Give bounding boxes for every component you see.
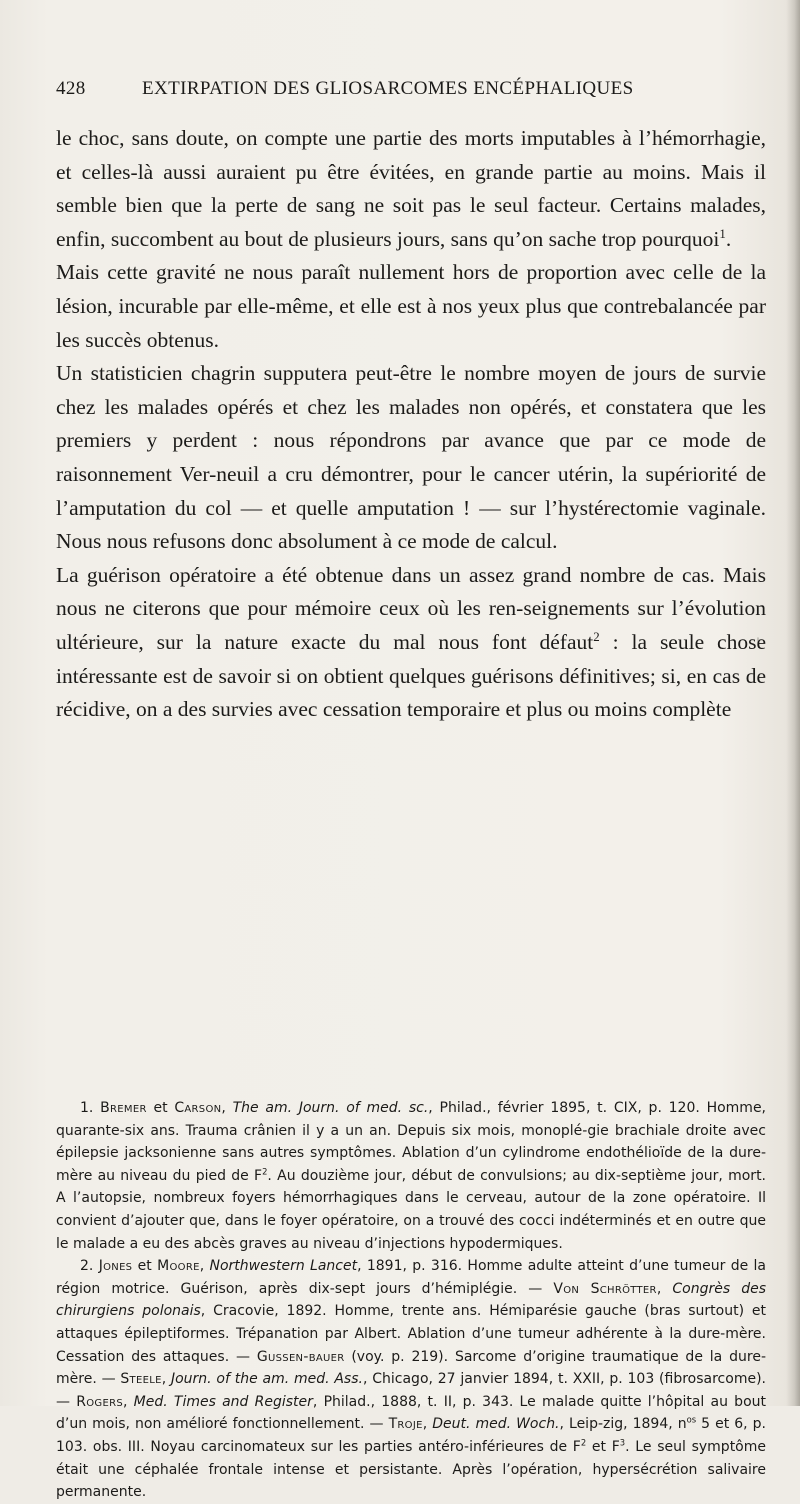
footnote-text: ,	[199, 1258, 210, 1275]
footnote-text: . Au douzième jour, début de convulsions; au dix-septième jour, mort. A l’autopsie, nombreux foyers hémorrhagiques dans le cerveau, autour de la zone opératoire. Il convient d’ajouter que, dans le foyer opératoire, on a trouvé des cocci indéterminés et en outre que le malade a eu des abcès graves au niveau d’injections hypodermiques.	[56, 1167, 767, 1252]
paragraph-1-text: le choc, sans doute, on compte une partie des morts imputables à l’hémorrhagie, et celles-là aussi auraient pu être évitées, en grande partie au moins. Mais il semble bien que la perte de sang ne soit pas le seul facteur. Certains malades, enfin, succombent au bout de plusieurs jours, sans qu’on sache trop pourquoi	[56, 126, 766, 251]
footnote-text: et	[146, 1100, 175, 1116]
footnote-author: Jones	[98, 1258, 133, 1275]
footnote-text: , Leip-zig, 1894, n	[559, 1416, 687, 1433]
paragraph-1-tail: .	[725, 226, 732, 251]
footnote-author: Gussen-bauer	[256, 1348, 345, 1365]
footnote-text: , Chicago, 27 janvier 1894, t. XXII, p. 103 (fibrosarcome). —	[56, 1371, 766, 1410]
footnote-text: ,	[656, 1280, 673, 1297]
footnote-author: Bremer	[100, 1100, 147, 1116]
footnote-text: , 1891, p. 316. Homme adulte atteint d’une tumeur de la région motrice. Guérison, après dix-sept jours d’hémiplégie. —	[56, 1258, 766, 1297]
footnote-author: Von Schrötter	[553, 1280, 657, 1297]
footnote-superscript: os	[686, 1414, 697, 1425]
footnote-text: ,	[422, 1416, 433, 1433]
footnote-journal: Congrès des chirurgiens polonais	[56, 1280, 766, 1320]
paragraph-4-text: La guérison opératoire a été obtenue dans un assez grand nombre de cas. Mais nous ne citerons que pour mémoire ceux où les ren-seignements sur l’évolution ultérieure, sur la nature exacte du mal nous font défaut	[56, 562, 766, 654]
footnote-superscript: 3	[619, 1437, 626, 1448]
footnote-journal: The am. Journ. of med. sc.	[232, 1100, 429, 1116]
footnote-1-number: 1.	[80, 1100, 101, 1116]
paragraph-2: Mais cette gravité ne nous paraît nullement hors de proportion avec celle de la lésion, incurable par elle-même, et elle est à nos yeux plus que contrebalancée par les succès obtenus.	[56, 260, 766, 352]
footnote-ref-1[interactable]: 1	[719, 226, 726, 241]
footnote-text: et F	[586, 1438, 620, 1455]
footnote-text: (voy. p. 219). Sarcome d’origine traumatique de la dure-mère. —	[56, 1348, 766, 1388]
footnote-superscript: 2	[580, 1437, 587, 1448]
paragraph-3: Un statisticien chagrin supputera peut-être le nombre moyen de jours de survie chez les malades opérés et chez les malades non opérés, et constatera que les premiers y perdent : nous répondrons par avance que par ce mode de raisonnement Ver-neuil a cru démontrer, pour le cancer utérin, la supériorité de l’amputation du col — et quelle amputation ! — sur l’hystérectomie vaginale. Nous nous refusons donc absolument à ce mode de calcul.	[56, 361, 766, 554]
footnote-text: et	[132, 1258, 158, 1275]
footnote-author: Rogers	[76, 1393, 123, 1410]
footnote-author: Steele	[120, 1371, 162, 1388]
main-text	[56, 122, 766, 727]
page-header	[56, 78, 766, 108]
running-title: EXTIRPATION DES GLIOSARCOMES ENCÉPHALIQUES	[142, 78, 634, 99]
paragraph-4	[56, 559, 766, 727]
footnote-text: , Philad., février 1895, t. CIX, p. 120. Homme, quarante-six ans. Trauma crânien il y a un an. Depuis six mois, monoplé-gie brachiale droite avec épilepsie jacksonienne sans autres symptômes. Ablation d’un cylindrome endothélioïde de la dure-mère au niveau du pied de F	[56, 1100, 767, 1184]
footnote-2-number: 2.	[80, 1258, 99, 1275]
page-number: 428	[56, 78, 86, 99]
footnote-text: ,	[161, 1371, 171, 1388]
footnote-author: Moore	[157, 1258, 200, 1275]
footnote-author: Carson	[174, 1100, 222, 1116]
paragraph-1	[56, 122, 766, 256]
footnote-text: ,	[122, 1393, 134, 1410]
footnote-journal: Northwestern Lancet	[209, 1258, 358, 1275]
footnote-2	[56, 1255, 766, 1504]
page-edge-shadow	[786, 0, 800, 1406]
footnote-text: , Cracovie, 1892. Homme, trente ans. Hémiparésie gauche (bras surtout) et attaques épileptiformes. Trépanation par Albert. Ablation d’une tumeur adhérente à la dure-mère. Cessation des attaques. —	[56, 1303, 766, 1365]
footnote-superscript: 2	[262, 1166, 268, 1177]
footnote-text: , Philad., 1888, t. II, p. 343. Le malade quitte l’hôpital au bout d’un mois, non amélioré fonctionnellement. —	[56, 1393, 766, 1433]
footnote-text: 5 et 6, p. 103. obs. III. Noyau carcinomateux sur les parties antéro-inférieures de F	[56, 1416, 767, 1455]
footnotes	[56, 1097, 766, 1504]
footnote-journal: Deut. med. Woch.	[432, 1416, 560, 1433]
footnote-text: ,	[221, 1100, 233, 1116]
footnote-ref-2[interactable]: 2	[593, 629, 600, 644]
footnote-author: Troje	[388, 1416, 423, 1433]
footnote-journal: Med. Times and Register	[133, 1393, 313, 1410]
footnote-journal: Journ. of the am. med. Ass.	[170, 1371, 363, 1388]
footnote-text: . Le seul symptôme était une céphalée frontale intense et persistante. Après l’opération, hypersécrétion salivaire permanente.	[56, 1438, 766, 1501]
footnote-1	[56, 1097, 766, 1255]
paragraph-4-text-end: : la seule chose intéressante est de savoir si on obtient quelques guérisons définitives; si, en cas de récidive, on a des survies avec cessation temporaire et plus ou moins complète	[56, 629, 767, 722]
